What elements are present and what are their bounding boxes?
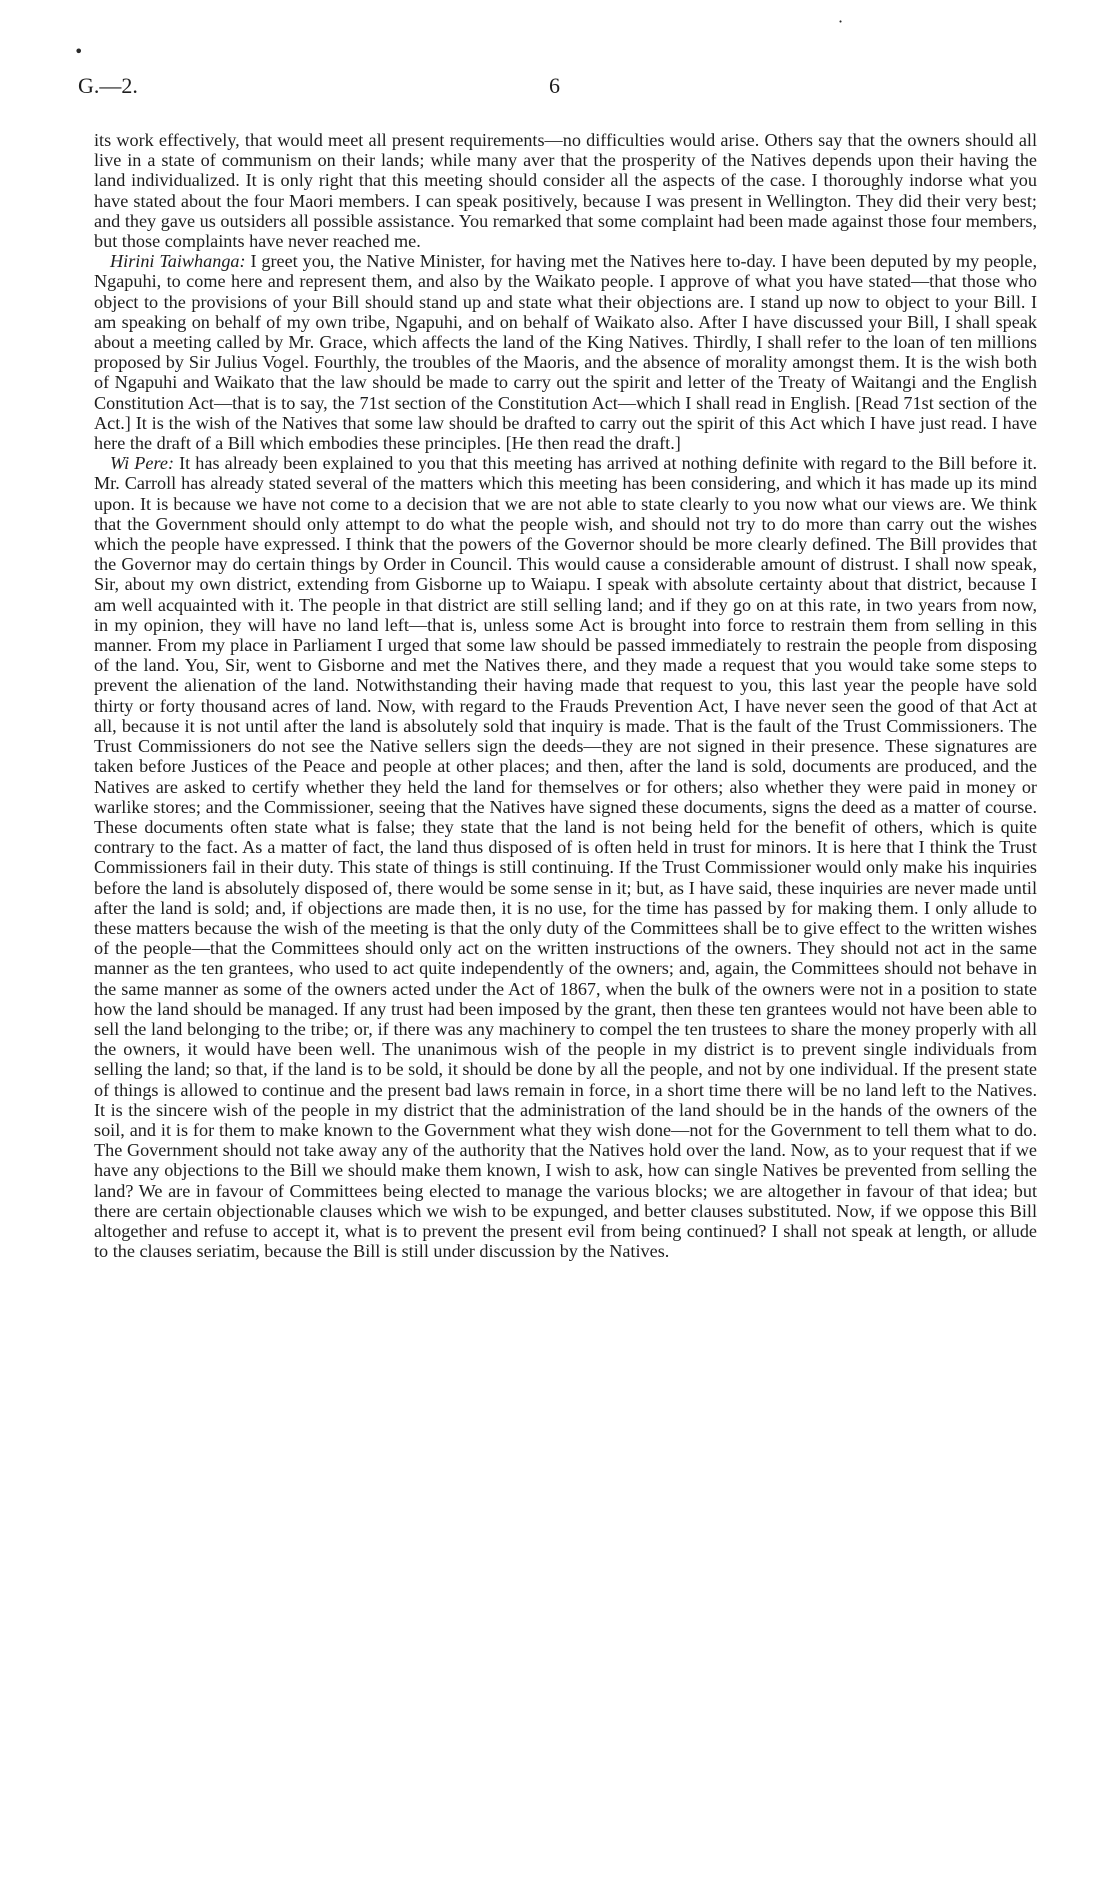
speck-mark: • [74,42,84,61]
paragraph [94,251,1037,453]
document-reference: G.—2. [78,73,138,98]
speaker-name: Hirini Taiwhanga: [110,251,246,272]
page-number: 6 [549,73,560,98]
speaker-name: Wi Pere: [110,453,175,474]
body-text [94,130,1037,1261]
paragraph-text: its work effectively, that would meet all present requirements—no difficulties would arise. Others say that the owners should all live in a state of communism on their lands; while many aver that the prosperity of the Natives depends upon their having the land individualized. It is only right that this meeting should consider all the aspects of the case. I thoroughly indorse what you have stated about the four Maori members. I can speak positively, because I was present in Wellington. They did their very best; and they gave us outsiders all possible assistance. You remarked that some complaint had been made against those four members, but those complaints have never reached me. [94,130,1037,252]
page-header [78,73,1037,105]
paragraph-text: I greet you, the Native Minister, for having met the Natives here to-day. I have been deputed by my people, Ngapuhi, to come here and represent them, and also by the Waikato people. I approve of what you have stated—that those who object to the provisions of your Bill should stand up and state what their objections are. I stand up now to object to your Bill. I am speaking on behalf of my own tribe, Ngapuhi, and on behalf of Waikato also. After I have discussed your Bill, I shall speak about a meeting called by Mr. Grace, which affects the land of the King Natives. Thirdly, I shall refer to the loan of ten millions proposed by Sir Julius Vogel. Fourthly, the troubles of the Maoris, and the absence of morality amongst them. It is the wish both of Ngapuhi and Waikato that the law should be made to carry out the spirit and letter of the Treaty of Waitangi and the English Constitution Act—that is to say, the 71st section of the Constitution Act—which I shall read in English. [Read 71st section of the Act.] It is the wish of the Natives that some law should be drafted to carry out the spirit of this Act which I have just read. I have here the draft of a Bill which embodies these principles. [He then read the draft.] [94,251,1037,454]
paragraph [94,130,1037,251]
paragraph [94,453,1037,1261]
speck-mark: · [838,12,844,31]
paragraph-text: It has already been explained to you that this meeting has arrived at nothing definite with regard to the Bill before it. Mr. Carroll has already stated several of the matters which this meeting has been considering, and which it has made up its mind upon. It is because we have not come to a decision that we are not able to state clearly to you now what our views are. We think that the Government should only attempt to do what the people wish, and should not try to do more than carry out the wishes which the people have expressed. I think that the powers of the Governor should be more clearly defined. The Bill provides that the Governor may do certain things by Order in Council. This would cause a considerable amount of distrust. I shall now speak, Sir, about my own district, extending from Gisborne up to Waiapu. I speak with absolute certainty about that district, because I am well acquainted with it. The people in that district are still selling land; and if they go on at this rate, in two years from now, in my opinion, they will have no land left—that is, unless some Act is brought into force to restrain them from selling in this manner. From my place in Parliament I urged that some law should be passed immediately to restrain the people from disposing of the land. You, Sir, went to Gisborne and met the Natives there, and they made a request that you would take some steps to prevent the alienation of the land. Notwithstanding their having made that request to you, this last year the people have sold thirty or forty thousand acres of land. Now, with regard to the Frauds Prevention Act, I have never seen the good of that Act at all, because it is not until after the land is absolutely sold that inquiry is made. That is the fault of the Trust Commissioners. The Trust Commissioners do not see the Native sellers sign the deeds—they are not signed in their presence. These signatures are taken before Justices of the Peace and people at other places; and then, after the land is sold, documents are produced, and the Natives are asked to certify whether they held the land for themselves or for others; also whether they were paid in money or warlike stores; and the Commissioner, seeing that the Natives have signed these documents, signs the deed as a matter of course. These documents often state what is false; they state that the land is not being held for the benefit of others, which is quite contrary to the fact. As a matter of fact, the land thus disposed of is often held in trust for minors. It is here that I think the Trust Commissioners fail in their duty. This state of things is still continuing. If the Trust Commissioner would only make his inquiries before the land is absolutely disposed of, there would be some sense in it; but, as I have said, these inquiries are never made until after the land is sold; and, if objections are made then, it is no use, for the time has passed by for making them. I only allude to these matters because the wish of the meeting is that the only duty of the Committees shall be to give effect to the written wishes of the people—that the Committees should only act on the written instructions of the owners. They should not act in the same manner as the ten grantees, who used to act quite independently of the owners; and, again, the Committees should not behave in the same manner as some of the owners acted under the Act of 1867, when the bulk of the owners were not in a position to state how the land should be managed. If any trust had been imposed by the grant, then these ten grantees would not have been able to sell the land belonging to the tribe; or, if there was any machinery to compel the ten trustees to share the money properly with all the owners, it would have been well. The unanimous wish of the people in my district is to prevent single individuals from selling the land; so that, if the land is to be sold, it should be done by all the people, and not by one individual. If the present state of things is allowed to continue and the present bad laws remain in force, in a short time there will be no land left to the Natives. It is the sincere wish of the people in my district that the administration of the land should be in the hands of the owners of the soil, and it is for them to make known to the Government what they wish done—not for the Government to tell them what to do. The Government should not take away any of the authority that the Natives hold over the land. Now, as to your request that if we have any objections to the Bill we should make them known, I wish to ask, how can single Natives be prevented from selling the land? We are in favour of Committees being elected to manage the various blocks; we are altogether in favour of that idea; but there are certain objectionable clauses which we wish to be expunged, and better clauses substituted. Now, if we oppose this Bill altogether and refuse to accept it, what is to prevent the present evil from being continued? I shall not speak at length, or allude to the clauses seriatim, because the Bill is still under discussion by the Natives. [94,453,1037,1262]
